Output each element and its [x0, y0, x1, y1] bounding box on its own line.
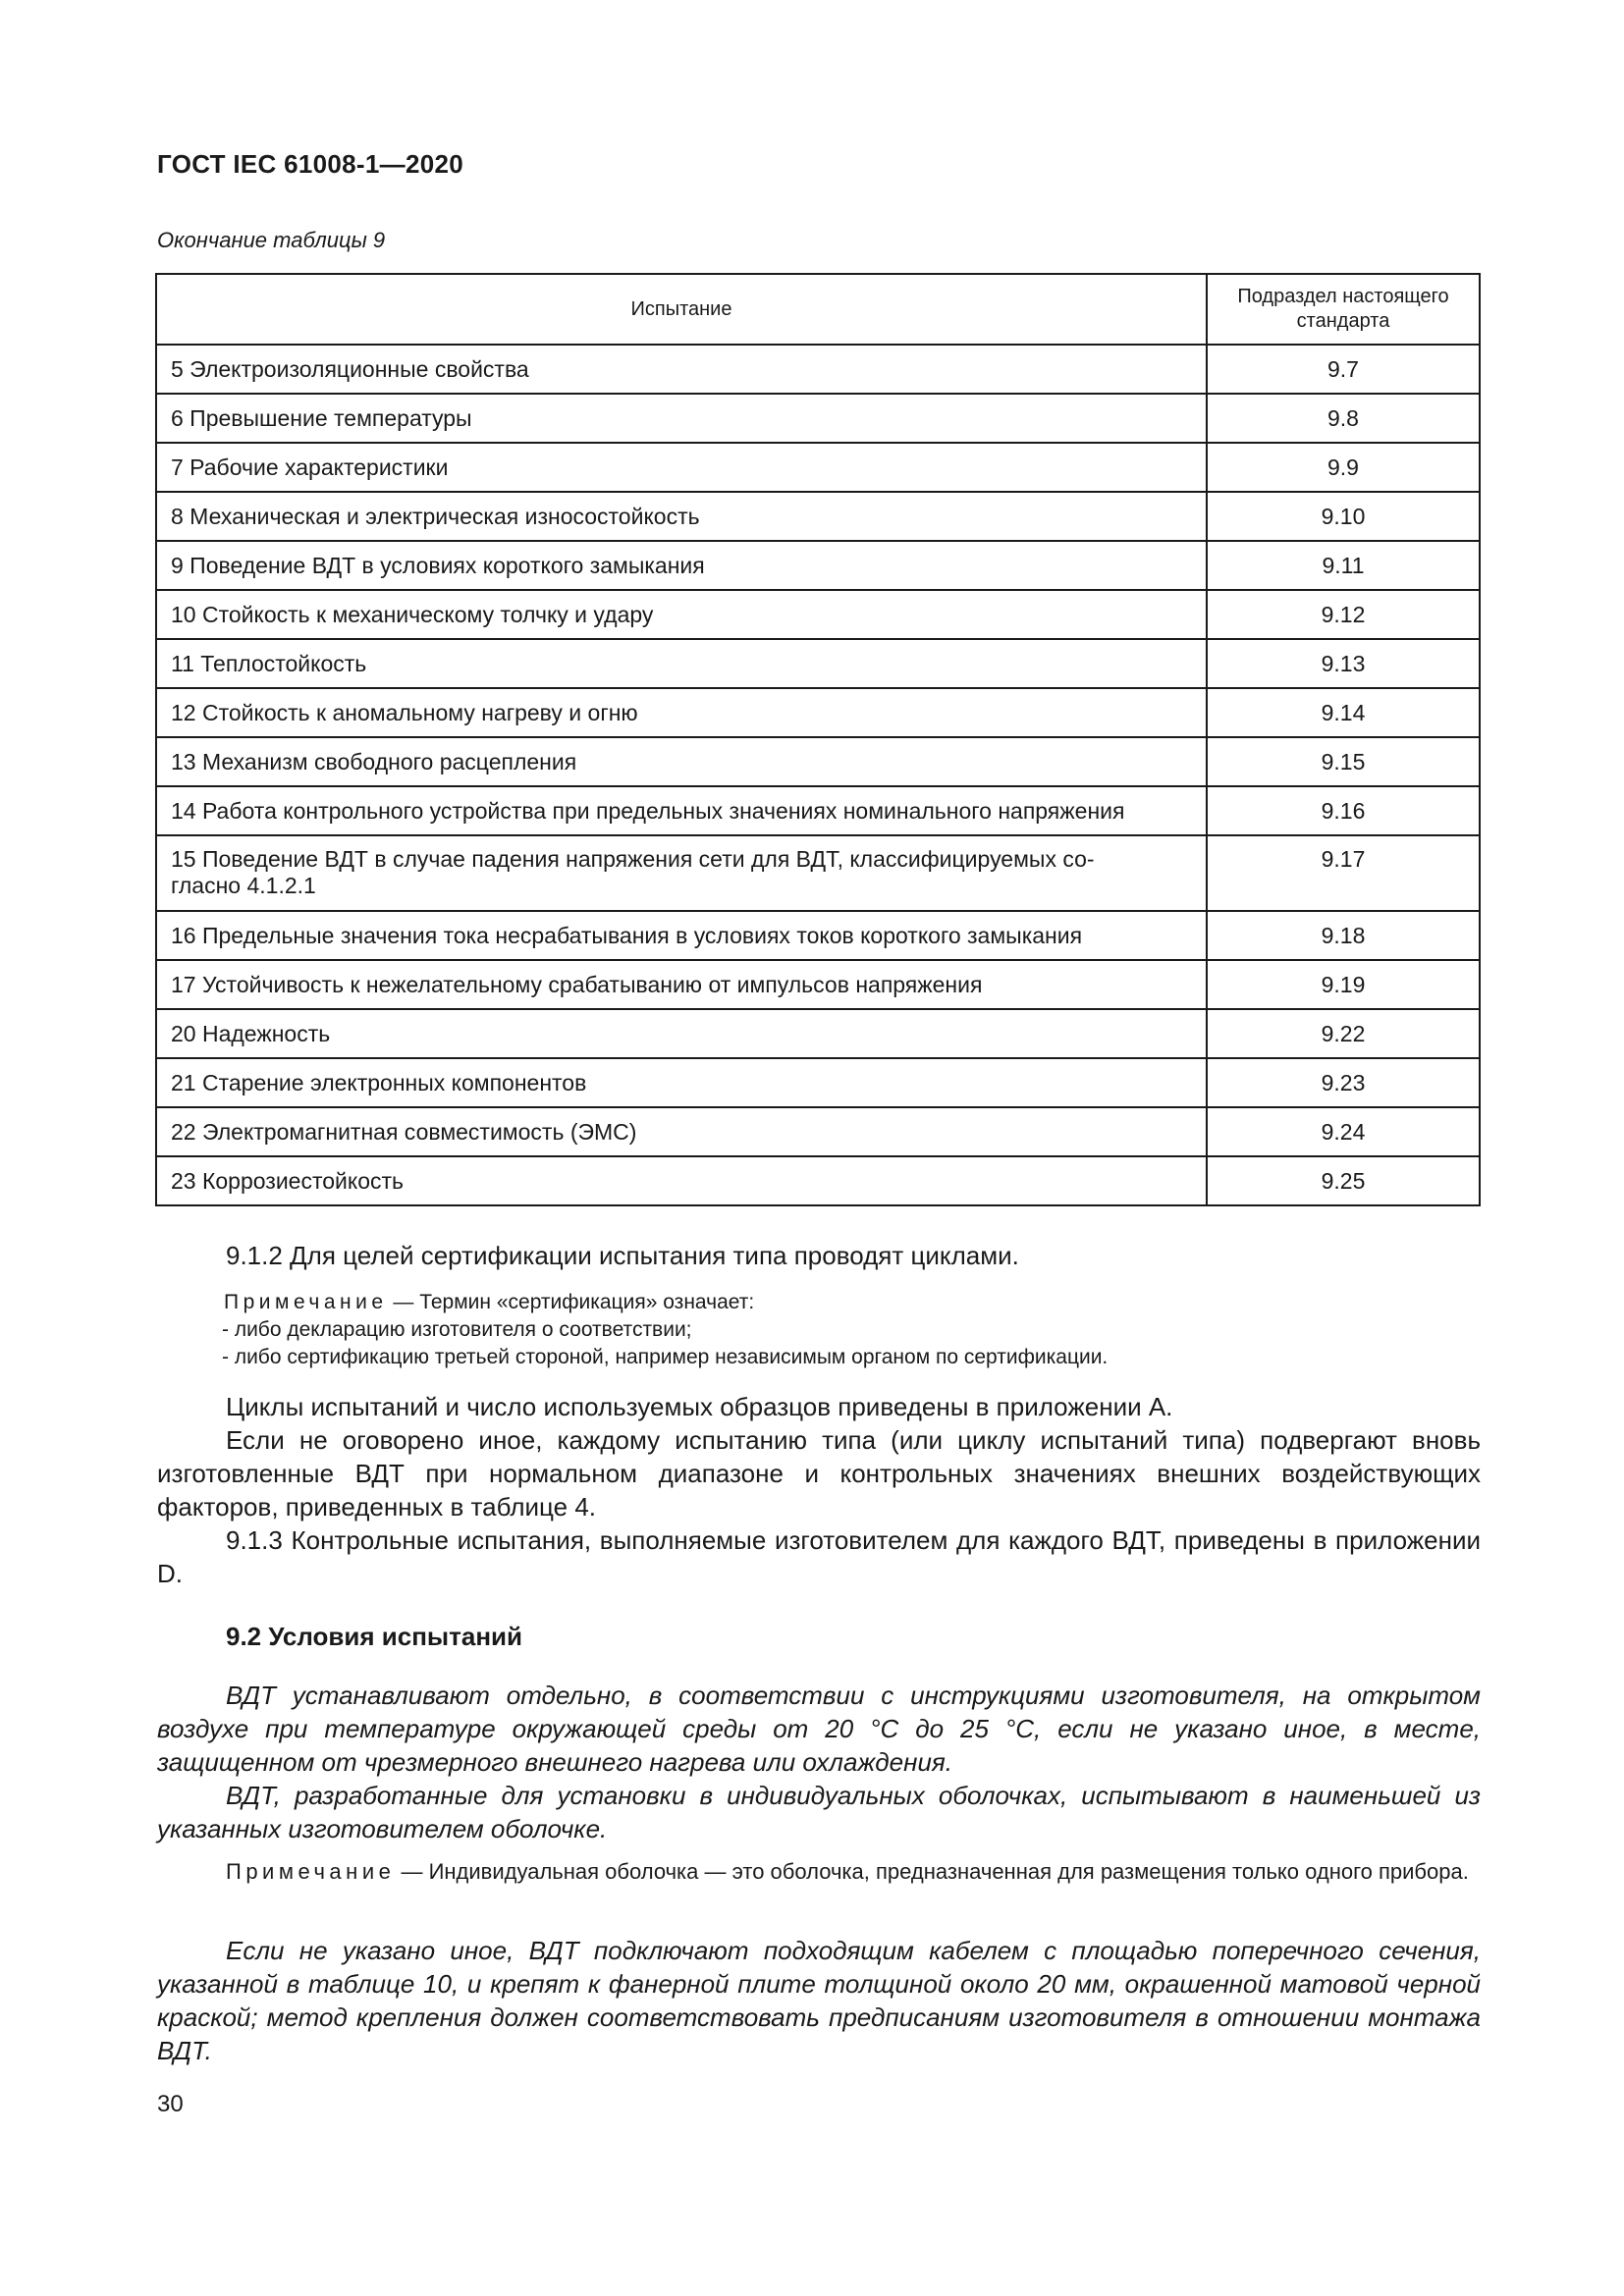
test-cell: 9 Поведение ВДТ в условиях короткого замыкания — [156, 541, 1207, 590]
subsection-cell: 9.19 — [1207, 960, 1480, 1009]
table-row — [156, 590, 1480, 639]
subsection-cell: 9.10 — [1207, 492, 1480, 541]
note-list-item: - либо декларацию изготовителя о соответствии; — [222, 1318, 692, 1341]
test-cell: 17 Устойчивость к нежелательному срабатыванию от импульсов напряжения — [156, 960, 1207, 1009]
test-cell-line1: 15 Поведение ВДТ в случае падения напряжения сети для ВДТ, классифицируемых со- — [171, 846, 1095, 872]
test-cell: 12 Стойкость к аномальному нагреву и огню — [156, 688, 1207, 737]
subsection-cell: 9.23 — [1207, 1058, 1480, 1107]
document-header: ГОСТ IEC 61008-1—2020 — [157, 149, 463, 179]
column-header-subsection-line2: стандарта — [1296, 310, 1390, 332]
test-cell: 13 Механизм свободного расцепления — [156, 737, 1207, 786]
table-header-row — [156, 274, 1480, 345]
table-row — [156, 639, 1480, 688]
section-title-9-2: 9.2 Условия испытаний — [226, 1622, 522, 1651]
table-row — [156, 786, 1480, 835]
table-row — [156, 492, 1480, 541]
table-row — [156, 541, 1480, 590]
column-header-subsection-line1: Подраздел настоящего — [1237, 286, 1449, 307]
table-row — [156, 835, 1480, 911]
subsection-cell: 9.24 — [1207, 1107, 1480, 1156]
table-row — [156, 1156, 1480, 1205]
table-row — [156, 1009, 1480, 1058]
paragraph-9-1-2: 9.1.2 Для целей сертификации испытания типа проводят циклами. — [226, 1241, 1019, 1270]
test-cell: 5 Электроизоляционные свойства — [156, 345, 1207, 394]
subsection-cell: 9.14 — [1207, 688, 1480, 737]
note-list-item: - либо сертификацию третьей стороной, например независимым органом по сертификации. — [222, 1346, 1109, 1368]
paragraph-type-tests: Если не оговорено иное, каждому испытанию типа (или циклу испытаний типа) подвергают вновь изготовленные ВДТ при нормальном диапазоне и контрольных значениях внешних воздействующих факторов, приведенных в таблице 4. — [157, 1425, 1481, 1522]
table-row — [156, 688, 1480, 737]
paragraph-enclosure: ВДТ, разработанные для установки в индивидуальных оболочках, испытывают в наименьшей из указанных изготовителем оболочке. — [157, 1781, 1481, 1843]
table-row — [156, 737, 1480, 786]
test-cell: 6 Превышение температуры — [156, 394, 1207, 443]
table-row — [156, 394, 1480, 443]
subsection-cell: 9.8 — [1207, 394, 1480, 443]
table-caption: Окончание таблицы 9 — [157, 228, 386, 252]
test-cell: 20 Надежность — [156, 1009, 1207, 1058]
page-number: 30 — [157, 2091, 184, 2117]
note-label: Примечание — [224, 1291, 388, 1313]
test-cell: 8 Механическая и электрическая износостойкость — [156, 492, 1207, 541]
subsection-cell: 9.25 — [1207, 1156, 1480, 1205]
test-cell: 7 Рабочие характеристики — [156, 443, 1207, 492]
subsection-cell: 9.15 — [1207, 737, 1480, 786]
test-cell: 14 Работа контрольного устройства при предельных значениях номинального напряжения — [156, 786, 1207, 835]
table-row — [156, 1058, 1480, 1107]
test-cell-line2: гласно 4.1.2.1 — [171, 873, 316, 898]
note-label: Примечание — [226, 1859, 396, 1884]
column-header-subsection — [1207, 274, 1480, 345]
test-cell — [156, 835, 1207, 911]
paragraph-installation: ВДТ устанавливают отдельно, в соответствии с инструкциями изготовителя, на открытом воздухе при температуре окружающей среды от 20 °С до 25 °С, если не указано иное, в месте, защищенном от чрезмерного внешнего нагрева или охлаждения. — [157, 1681, 1481, 1777]
note-certification — [224, 1289, 754, 1315]
subsection-cell: 9.17 — [1207, 835, 1480, 911]
subsection-cell: 9.13 — [1207, 639, 1480, 688]
table-row — [156, 443, 1480, 492]
test-cell: 21 Старение электронных компонентов — [156, 1058, 1207, 1107]
subsection-cell: 9.9 — [1207, 443, 1480, 492]
note-text: — Термин «сертификация» означает: — [387, 1291, 755, 1313]
table-row — [156, 911, 1480, 960]
test-cell: 22 Электромагнитная совместимость (ЭМС) — [156, 1107, 1207, 1156]
tests-table — [155, 273, 1481, 1206]
paragraph-cycles: Циклы испытаний и число используемых образцов приведены в приложении А. — [226, 1392, 1173, 1421]
subsection-cell: 9.18 — [1207, 911, 1480, 960]
subsection-cell: 9.12 — [1207, 590, 1480, 639]
note-enclosure — [226, 1856, 1481, 1887]
paragraph-cable: Если не указано иное, ВДТ подключают подходящим кабелем с площадью поперечного сечения, указанной в таблице 10, и крепят к фанерной плите толщиной около 20 мм, окрашенной матовой черной краской; метод крепления должен соответствовать предписаниям изготовителя в отношении монтажа ВДТ. — [157, 1936, 1481, 2065]
test-cell: 11 Теплостойкость — [156, 639, 1207, 688]
table-row — [156, 960, 1480, 1009]
paragraph-9-1-3: 9.1.3 Контрольные испытания, выполняемые изготовителем для каждого ВДТ, приведены в приложении D. — [157, 1525, 1481, 1588]
test-cell: 10 Стойкость к механическому толчку и удару — [156, 590, 1207, 639]
table-row — [156, 345, 1480, 394]
test-cell: 23 Коррозиестойкость — [156, 1156, 1207, 1205]
test-cell: 16 Предельные значения тока несрабатывания в условиях токов короткого замыкания — [156, 911, 1207, 960]
subsection-cell: 9.7 — [1207, 345, 1480, 394]
subsection-cell: 9.16 — [1207, 786, 1480, 835]
column-header-test: Испытание — [156, 274, 1207, 345]
subsection-cell: 9.11 — [1207, 541, 1480, 590]
table-row — [156, 1107, 1480, 1156]
subsection-cell: 9.22 — [1207, 1009, 1480, 1058]
note-text: — Индивидуальная оболочка — это оболочка, предназначенная для размещения только одного прибора. — [395, 1859, 1469, 1884]
